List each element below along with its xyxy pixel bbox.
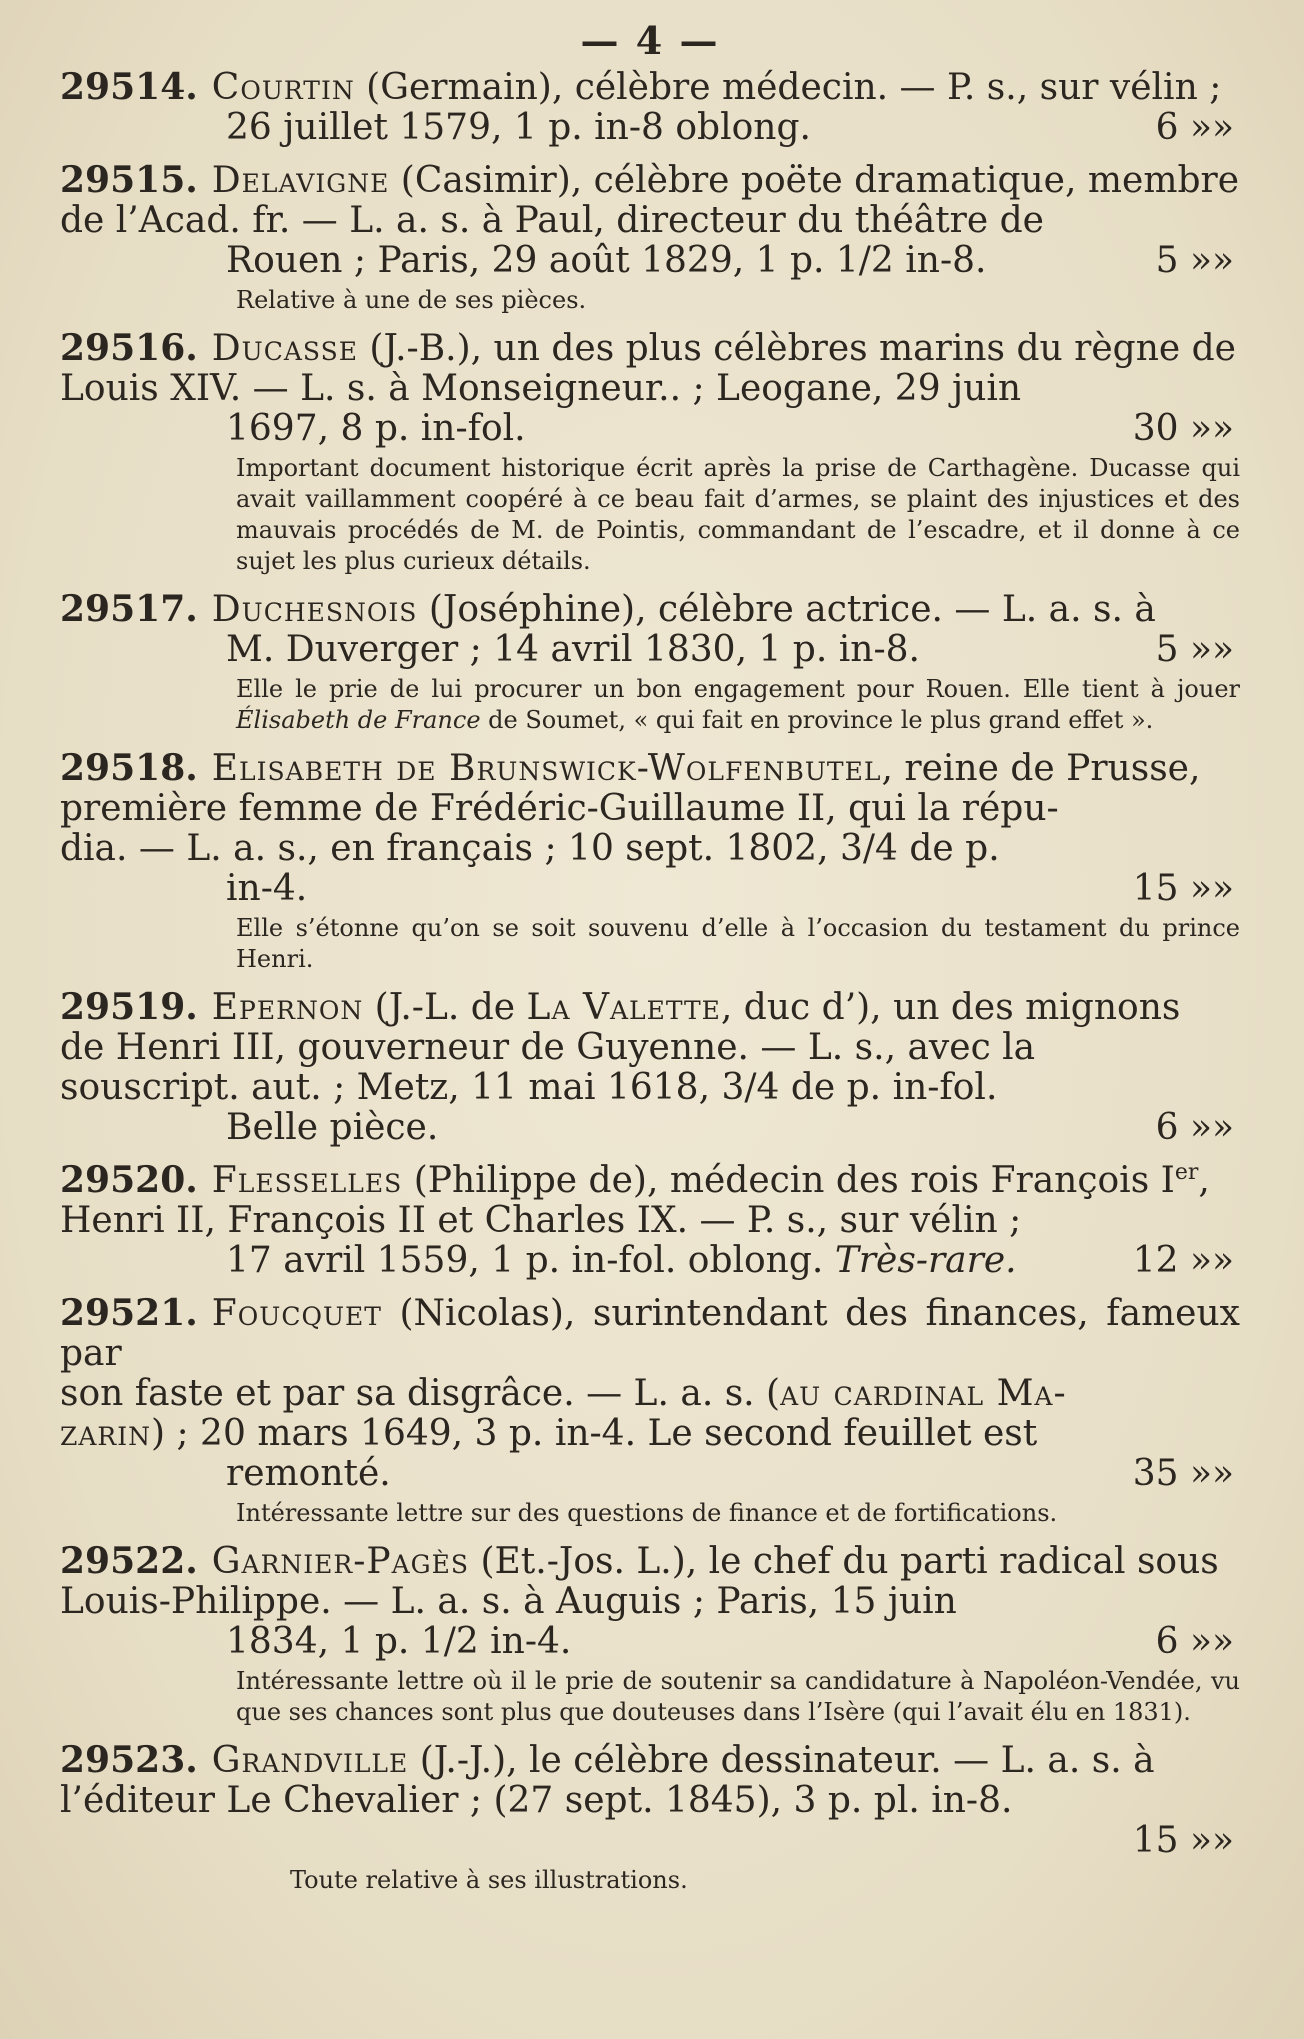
price: 15 »» <box>1132 1820 1234 1861</box>
price: 6 »» <box>1155 1621 1234 1662</box>
entry-29519: 29519. Epernon (J.-L. de La Valette, duc d’), un des mignons de Henri III, gouverneur de Guyenne. — L. s., avec la souscript. aut. ; Metz, 11 mai 1618, 3/4 de p. in-fol. Belle pièce. 6 »» <box>60 987 1240 1148</box>
price: 5 »» <box>1155 240 1234 281</box>
entry-name: Grandville <box>211 1740 409 1781</box>
entry-29523: 29523. Grandville (J.-J.), le célèbre dessinateur. — L. a. s. à l’éditeur Le Chevalier ; (27 sept. 1845), 3 p. pl. in-8. 15 »» Toute relative à ses illustrations. <box>60 1740 1240 1896</box>
entry-name: Duchesnois <box>211 589 418 630</box>
lot-number: 29514. <box>60 66 198 108</box>
entry-note: Elle s’étonne qu’on se soit souvenu d’elle à l’occasion du testament du prince Henri. <box>236 914 1240 973</box>
entry-note: Intéressante lettre sur des questions de finance et de fortifications. <box>236 1499 1058 1527</box>
entry-name: Delavigne <box>211 160 390 201</box>
price: 6 »» <box>1155 1107 1234 1148</box>
entry-29522: 29522. Garnier-Pagès (Et.-Jos. L.), le chef du parti radical sous Louis-Philippe. — L. a. s. à Auguis ; Paris, 15 juin 1834, 1 p. 1/2 in-4. 6 »» Intéressante lettre où il le prie de soutenir sa candidature à Napoléon-Vendée, vu que ses chances sont plus que douteuses dans l’Isère (qui l’avait élu en 1831). <box>60 1540 1240 1726</box>
lot-number: 29523. <box>60 1739 198 1781</box>
entry-note: Intéressante lettre où il le prie de soutenir sa candidature à Napoléon-Vendée, vu que ses chances sont plus que douteuses dans l’Isère (qui l’avait élu en 1831). <box>236 1667 1240 1726</box>
entry-name: Courtin <box>211 67 355 108</box>
entry-29514: 29514. Courtin (Germain), célèbre médecin. — P. s., sur vélin ; 26 juillet 1579, 1 p. in-8 oblong. 6 »» <box>60 67 1240 148</box>
lot-number: 29520. <box>60 1159 198 1201</box>
price: 12 »» <box>1132 1240 1234 1281</box>
entry-29515: 29515. Delavigne (Casimir), célèbre poëte dramatique, membre de l’Acad. fr. — L. a. s. à Paul, directeur du théâtre de Rouen ; Paris, 29 août 1829, 1 p. 1/2 in-8. 5 »» Relative à une de ses pièces. <box>60 159 1240 314</box>
page-number: — 4 — <box>580 18 720 63</box>
price: 30 »» <box>1132 408 1234 449</box>
entry-29517: 29517. Duchesnois (Joséphine), célèbre actrice. — L. a. s. à M. Duverger ; 14 avril 1830, 1 p. in-8. 5 »» Elle le prie de lui procurer un bon engagement pour Rouen. Elle tient à jouer Élisabeth de France de Soumet, « qui fait en province le plus grand effet ». <box>60 588 1240 734</box>
entry-note: Elle le prie de lui procurer un bon engagement pour Rouen. Elle tient à jouer Élisabeth de France de Soumet, « qui fait en province le plus grand effet ». <box>236 675 1240 734</box>
entry-note: Important document historique écrit après la prise de Carthagène. Ducasse qui avait vaillamment coopéré à ce beau fait d’armes, se plaint des injustices et des mauvais procédés de M. de Pointis, commandant de l’escadre, et il donne à ce sujet les plus curieux détails. <box>236 454 1240 575</box>
entry-name: Ducasse <box>211 328 358 369</box>
lot-number: 29521. <box>60 1292 198 1334</box>
price: 5 »» <box>1155 629 1234 670</box>
lot-number: 29516. <box>60 327 198 369</box>
price: 15 »» <box>1132 868 1234 909</box>
entry-name: Epernon <box>211 987 364 1028</box>
lot-number: 29515. <box>60 159 198 201</box>
lot-number: 29518. <box>60 747 198 789</box>
price: 6 »» <box>1155 107 1234 148</box>
price: 35 »» <box>1132 1453 1234 1494</box>
entry-29520: 29520. Flesselles (Philippe de), médecin des rois François Ier, Henri II, François II et Charles IX. — P. s., sur vélin ; 17 avril 1559, 1 p. in-fol. oblong. Très-rare. 12 »» <box>60 1160 1240 1281</box>
lot-number: 29517. <box>60 588 198 630</box>
entry-name: Flesselles <box>211 1160 403 1201</box>
entry-name: Elisabeth de Brunswick-Wolfenbutel <box>211 748 882 789</box>
entry-name: Foucquet <box>211 1293 382 1334</box>
lot-number: 29519. <box>60 986 198 1028</box>
entry-29518: 29518. Elisabeth de Brunswick-Wolfenbutel, reine de Prusse, première femme de Frédéric-Guillaume II, qui la répu- dia. — L. a. s., en français ; 10 sept. 1802, 3/4 de p. in-4. 15 »» Elle s’étonne qu’on se soit souvenu d’elle à l’occasion du testament du prince Henri. <box>60 747 1240 973</box>
entry-29521: 29521. Foucquet (Nicolas), surintendant des finances, fameux par son faste et par sa disgrâce. — L. a. s. (au cardinal Ma- zarin) ; 20 mars 1649, 3 p. in-4. Le second feuillet est remonté. 35 »» Intéressante lettre sur des questions de finance et de fortifications. <box>60 1292 1240 1527</box>
entry-29516: 29516. Ducasse (J.-B.), un des plus célèbres marins du règne de Louis XIV. — L. s. à Monseigneur.. ; Leogane, 29 juin 1697, 8 p. in-fol. 30 »» Important document historique écrit après la prise de Carthagène. Ducasse qui avait vaillamment coopéré à ce beau fait d’armes, se plaint des injustices et des mauvais procédés de M. de Pointis, commandant de l’escadre, et il donne à ce sujet les plus curieux détails. <box>60 327 1240 575</box>
entry-note: Relative à une de ses pièces. <box>236 286 587 314</box>
lot-number: 29522. <box>60 1540 198 1582</box>
entry-name: Garnier-Pagès <box>211 1541 470 1582</box>
entry-note: Toute relative à ses illustrations. <box>290 1866 688 1894</box>
